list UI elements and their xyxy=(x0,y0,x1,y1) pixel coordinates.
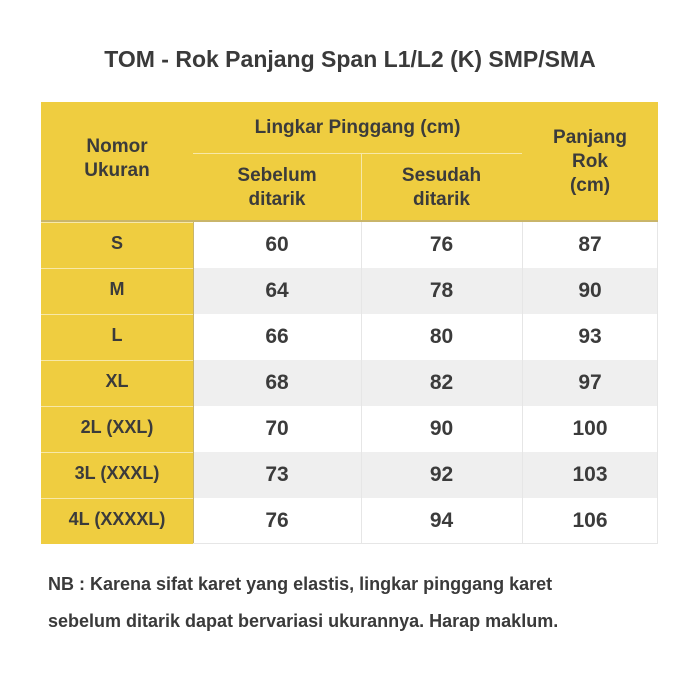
cell-length: 97 xyxy=(522,360,658,406)
page-title: TOM - Rok Panjang Span L1/L2 (K) SMP/SMA xyxy=(104,46,596,72)
cell-size: L xyxy=(41,314,193,360)
header-waist-group: Lingkar Pinggang (cm) xyxy=(193,102,522,154)
cell-size: XL xyxy=(41,360,193,406)
cell-size: 2L (XXL) xyxy=(41,406,193,452)
table-row xyxy=(41,268,658,314)
table-right-border xyxy=(657,222,658,544)
cell-length: 103 xyxy=(522,452,658,498)
cell-waist-before: 60 xyxy=(193,222,361,268)
table-row xyxy=(41,360,658,406)
note-line-1: NB : Karena sifat karet yang elastis, lingkar pinggang karet xyxy=(48,574,553,594)
cell-length: 90 xyxy=(522,268,658,314)
cell-length: 106 xyxy=(522,498,658,544)
cell-waist-after: 82 xyxy=(361,360,522,406)
table-row xyxy=(41,222,658,268)
cell-waist-after: 92 xyxy=(361,452,522,498)
header-before: Sebelum ditarik xyxy=(193,154,361,221)
header-size: Nomor Ukuran xyxy=(41,102,193,221)
cell-waist-before: 73 xyxy=(193,452,361,498)
size-table xyxy=(41,102,658,544)
header-length: Panjang Rok (cm) xyxy=(522,102,658,221)
cell-waist-after: 78 xyxy=(361,268,522,314)
header-divider xyxy=(193,153,522,154)
cell-waist-after: 94 xyxy=(361,498,522,544)
note-line-2: sebelum ditarik dapat bervariasi ukurannya. Harap maklum. xyxy=(48,611,559,631)
cell-waist-before: 70 xyxy=(193,406,361,452)
table-row xyxy=(41,406,658,452)
cell-length: 100 xyxy=(522,406,658,452)
cell-length: 93 xyxy=(522,314,658,360)
cell-size: S xyxy=(41,222,193,268)
cell-waist-before: 76 xyxy=(193,498,361,544)
column-divider xyxy=(193,222,194,544)
table-row xyxy=(41,498,658,544)
table-row xyxy=(41,314,658,360)
cell-waist-before: 68 xyxy=(193,360,361,406)
cell-size: M xyxy=(41,268,193,314)
cell-waist-after: 90 xyxy=(361,406,522,452)
header-after: Sesudah ditarik xyxy=(361,154,522,221)
table-bottom-border xyxy=(193,543,658,544)
cell-size: 3L (XXXL) xyxy=(41,452,193,498)
column-divider xyxy=(361,222,362,544)
cell-length: 87 xyxy=(522,222,658,268)
column-divider xyxy=(522,222,523,544)
cell-waist-before: 66 xyxy=(193,314,361,360)
cell-waist-after: 76 xyxy=(361,222,522,268)
cell-size: 4L (XXXXL) xyxy=(41,498,193,544)
table-row xyxy=(41,452,658,498)
cell-waist-after: 80 xyxy=(361,314,522,360)
header-divider-vertical xyxy=(361,154,362,221)
cell-waist-before: 64 xyxy=(193,268,361,314)
